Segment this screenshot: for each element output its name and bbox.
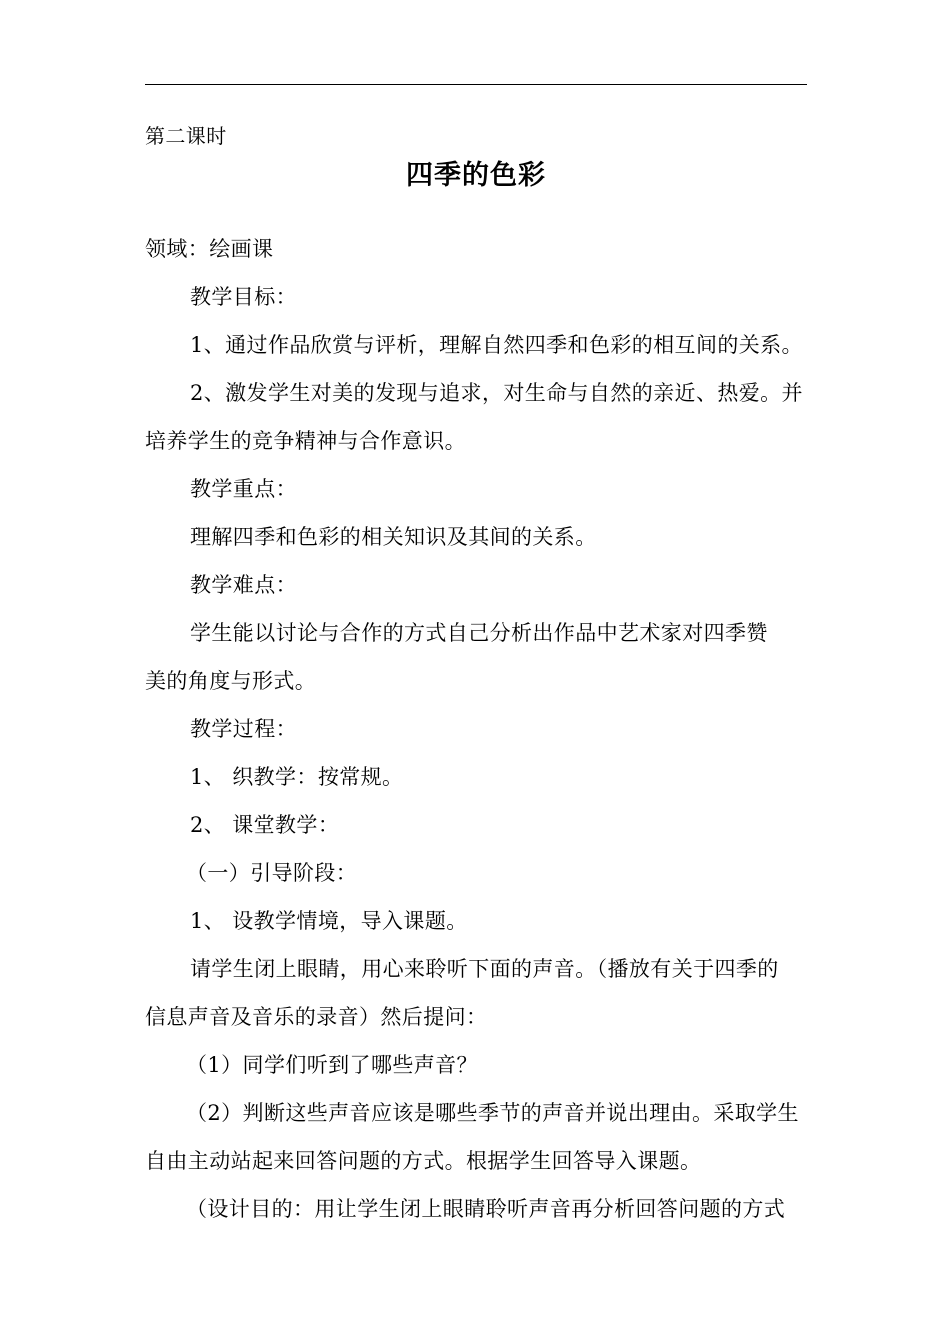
key-points-heading: 教学重点：: [190, 477, 297, 501]
difficulties-line-2: 美的角度与形式。: [145, 669, 317, 693]
process-step-1: 1、 织教学：按常规。: [190, 765, 404, 789]
objective-1: 1、通过作品欣赏与评析，理解自然四季和色彩的相互间的关系。: [190, 333, 803, 357]
phase-1-heading: （一）引导阶段：: [186, 861, 358, 885]
process-heading: 教学过程：: [190, 717, 297, 741]
objective-2-line-2: 培养学生的竞争精神与合作意识。: [145, 429, 466, 453]
difficulties-line-1: 学生能以讨论与合作的方式自己分析出作品中艺术家对四季赞: [190, 621, 768, 645]
instruction-line-1: 请学生闭上眼睛，用心来聆听下面的声音。（播放有关于四季的: [190, 957, 779, 981]
difficulties-heading: 教学难点：: [190, 573, 297, 597]
process-step-2: 2、 课堂教学：: [190, 813, 340, 837]
header-rule: [145, 84, 807, 85]
phase-1-step-1: 1、 设教学情境，导入课题。: [190, 909, 468, 933]
lesson-number: 第二课时: [145, 124, 227, 148]
question-2-line-2: 自由主动站起来回答问题的方式。根据学生回答导入课题。: [145, 1149, 702, 1173]
key-points-text: 理解四季和色彩的相关知识及其间的关系。: [190, 525, 597, 549]
design-purpose: （设计目的：用让学生闭上眼睛聆听声音再分析回答问题的方式: [186, 1197, 786, 1221]
question-1: （1）同学们听到了哪些声音？: [186, 1053, 478, 1077]
objective-2-line-1: 2、激发学生对美的发现与追求，对生命与自然的亲近、热爱。并: [190, 381, 803, 405]
instruction-line-2: 信息声音及音乐的录音）然后提问：: [145, 1005, 488, 1029]
domain-line: 领域：绘画课: [145, 237, 274, 261]
objectives-heading: 教学目标：: [190, 285, 297, 309]
document-title: 四季的色彩: [406, 160, 546, 191]
question-2-line-1: （2）判断这些声音应该是哪些季节的声音并说出理由。采取学生: [186, 1101, 799, 1125]
